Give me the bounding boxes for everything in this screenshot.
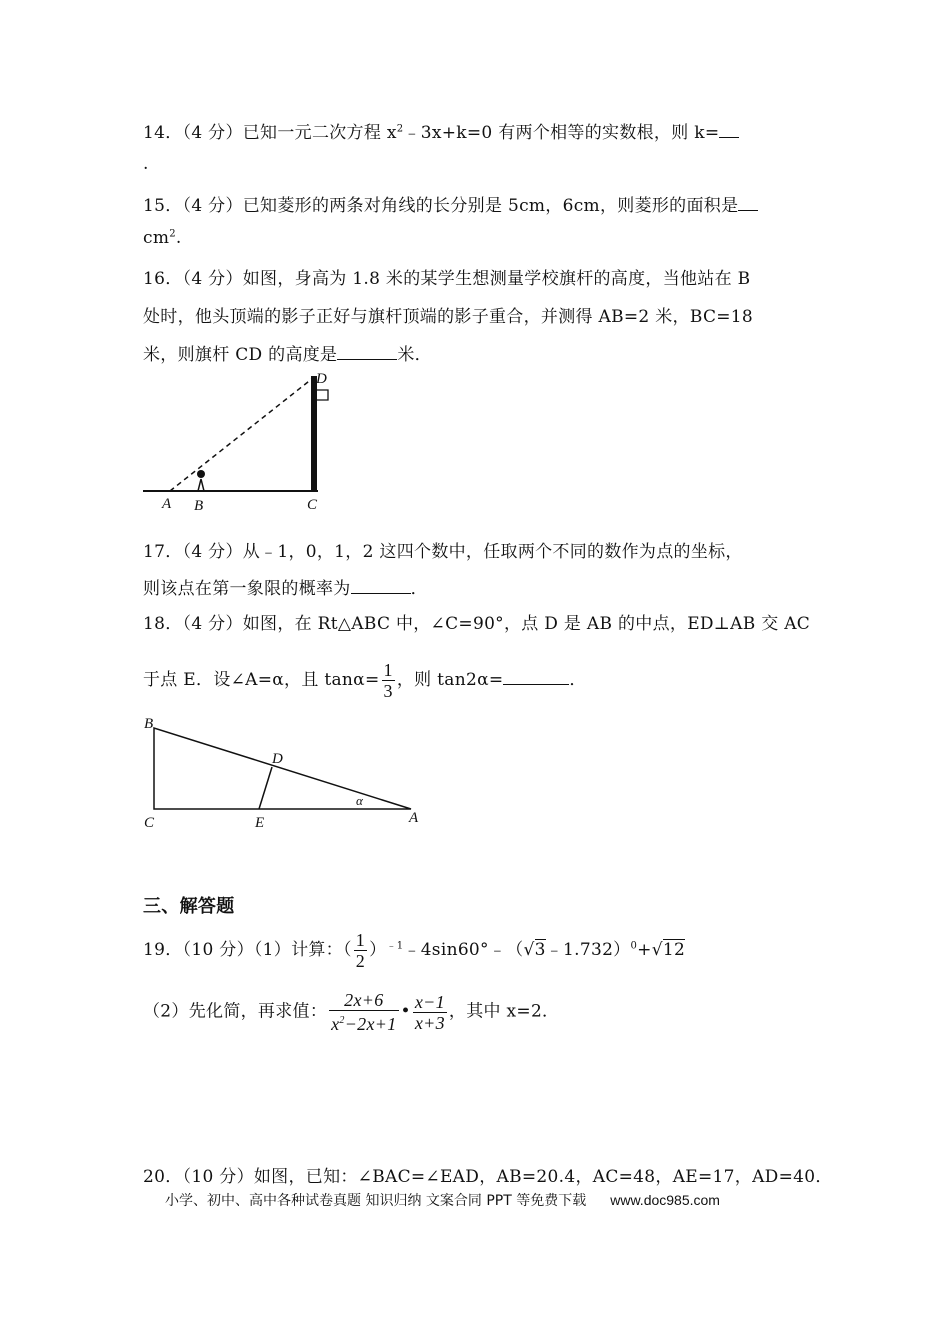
label-b: B — [144, 716, 154, 732]
q15-unit: cm — [143, 228, 170, 248]
q19-line2 — [143, 990, 559, 1034]
label-d: D — [316, 371, 327, 387]
q17-answer-blank — [351, 579, 411, 594]
q18-line2 — [143, 660, 587, 701]
label-c: C — [307, 497, 318, 513]
q18-text-2a: 于点 E．设∠A=α，且 tanα= — [143, 670, 380, 690]
label-a: A — [409, 810, 419, 826]
page-footer — [165, 1190, 720, 1210]
q19-f2-den: x+3 — [414, 1012, 445, 1033]
q16-line3 — [143, 340, 432, 365]
shadow-line — [170, 378, 313, 491]
section-3-heading — [143, 892, 235, 918]
segment-ed — [259, 767, 272, 809]
q14-period: . — [143, 154, 149, 174]
q19-line1 — [143, 930, 685, 971]
q19-f1-num: 2x+6 — [344, 990, 384, 1010]
q19-tail-1: ﹣4sin60°﹣（ — [403, 940, 524, 960]
q19-frac-num: 1 — [355, 930, 366, 950]
sqrt-icon: √ — [651, 940, 663, 960]
q16-text-3b: 米． — [397, 345, 432, 365]
q15-answer-blank — [738, 196, 758, 211]
q19-f2-num: x−1 — [414, 991, 445, 1012]
q15-line2 — [143, 228, 182, 248]
q19-paren: ） — [369, 940, 387, 960]
q17-line2 — [143, 574, 428, 599]
q14-text-b: ﹣3x+k=0 有两个相等的实数根，则 k= — [403, 123, 720, 143]
label-c: C — [144, 815, 155, 831]
footer-site-link[interactable]: www.doc985.com — [610, 1192, 720, 1208]
q14-answer-blank — [719, 123, 739, 138]
q19-root-12: 12 — [662, 940, 686, 960]
q20-line1 — [143, 1162, 833, 1187]
q19-part2-prefix: （2）先化简，再求值： — [143, 1001, 328, 1022]
q16-line1 — [143, 264, 750, 289]
q16-flagpole-figure — [140, 368, 360, 518]
q16-text-1: 16．（4 分）如图，身高为 1.8 米的某学生想测量学校旗杆的高度，当他站在 B — [143, 269, 751, 289]
q18-fraction — [382, 660, 395, 701]
q17-period: ． — [410, 579, 428, 599]
q18-frac-num: 1 — [383, 660, 393, 680]
label-alpha: α — [356, 793, 363, 808]
q19-exponent-2: 0 — [630, 940, 638, 952]
q17-text-2a: 则该点在第一象限的概率为 — [143, 579, 351, 599]
q16-text-3a: 米，则旗杆 CD 的高度是 — [143, 345, 338, 365]
label-a: A — [162, 496, 172, 512]
q18-text-1: 18．（4 分）如图，在 Rt△ABC 中，∠C=90°，点 D 是 AB 的中点，ED⊥AB 交 AC — [143, 614, 811, 634]
q16-text-2: 处时，他头顶端的影子正好与旗杆顶端的影子重合，并测得 AB=2 米，BC=18 — [143, 307, 754, 327]
q18-answer-blank — [503, 670, 569, 685]
q16-answer-blank — [337, 345, 397, 360]
q19-f1-den-a: x — [331, 1014, 340, 1034]
label-d: D — [272, 751, 283, 767]
q19-f1-den-exp: 2 — [339, 1015, 345, 1026]
q18-period: ． — [569, 670, 587, 690]
q15-text: 15．（4 分）已知菱形的两条对角线的长分别是 5cm，6cm，则菱形的面积是 — [143, 196, 739, 216]
q18-frac-den: 3 — [383, 681, 393, 701]
q18-triangle-figure — [138, 712, 438, 837]
q16-line2 — [143, 302, 753, 327]
q20-text: 20．（10 分）如图，已知：∠BAC=∠EAD，AB=20.4，AC=48，AE=17，AD=40． — [143, 1167, 833, 1187]
sqrt-icon: √ — [523, 940, 535, 960]
label-e: E — [255, 815, 265, 831]
q15-period: . — [175, 228, 182, 248]
flag — [317, 390, 328, 400]
section-3-title: 三、解答题 — [143, 896, 235, 917]
q19-fraction-1 — [329, 990, 398, 1034]
student-head — [197, 470, 205, 478]
footer-text: 小学、初中、高中各种试卷真题 知识归纳 文案合同 PPT 等免费下载 — [165, 1193, 587, 1209]
q15-exponent: 2 — [169, 228, 176, 240]
q19-plus: + — [637, 940, 652, 960]
flagpole — [311, 376, 317, 492]
q17-line1 — [143, 537, 743, 562]
q19-root-3: 3 — [534, 940, 546, 960]
q19-part2-suffix: ，其中 x=2． — [448, 1001, 560, 1022]
q19-frac-den: 2 — [355, 951, 366, 971]
q19-f1-den — [329, 1010, 398, 1034]
q19-f1-den-b: −2x+1 — [344, 1014, 397, 1034]
q18-line1 — [143, 609, 810, 634]
student-body — [198, 479, 204, 491]
triangle-abc — [154, 728, 411, 809]
q17-text-1: 17．（4 分）从﹣1，0，1，2 这四个数中，任取两个不同的数作为点的坐标， — [143, 542, 743, 562]
q19-exponent-1: ﹣1 — [386, 940, 404, 952]
q14-line2 — [143, 154, 149, 174]
q19-prefix: 19．（10 分）（1）计算：（ — [143, 940, 352, 960]
q14-line1 — [143, 118, 739, 143]
q19-dot: • — [400, 1001, 411, 1022]
q19-fraction — [354, 930, 367, 971]
q14-text-a: 14．（4 分）已知一元二次方程 x — [143, 123, 397, 143]
q19-tail-2: ﹣1.732） — [545, 940, 631, 960]
q15-line1 — [143, 191, 758, 216]
q14-exponent: 2 — [396, 123, 404, 135]
label-b: B — [194, 498, 204, 514]
q19-fraction-2 — [413, 992, 447, 1033]
q18-text-2b: ，则 tan2α= — [396, 670, 504, 690]
